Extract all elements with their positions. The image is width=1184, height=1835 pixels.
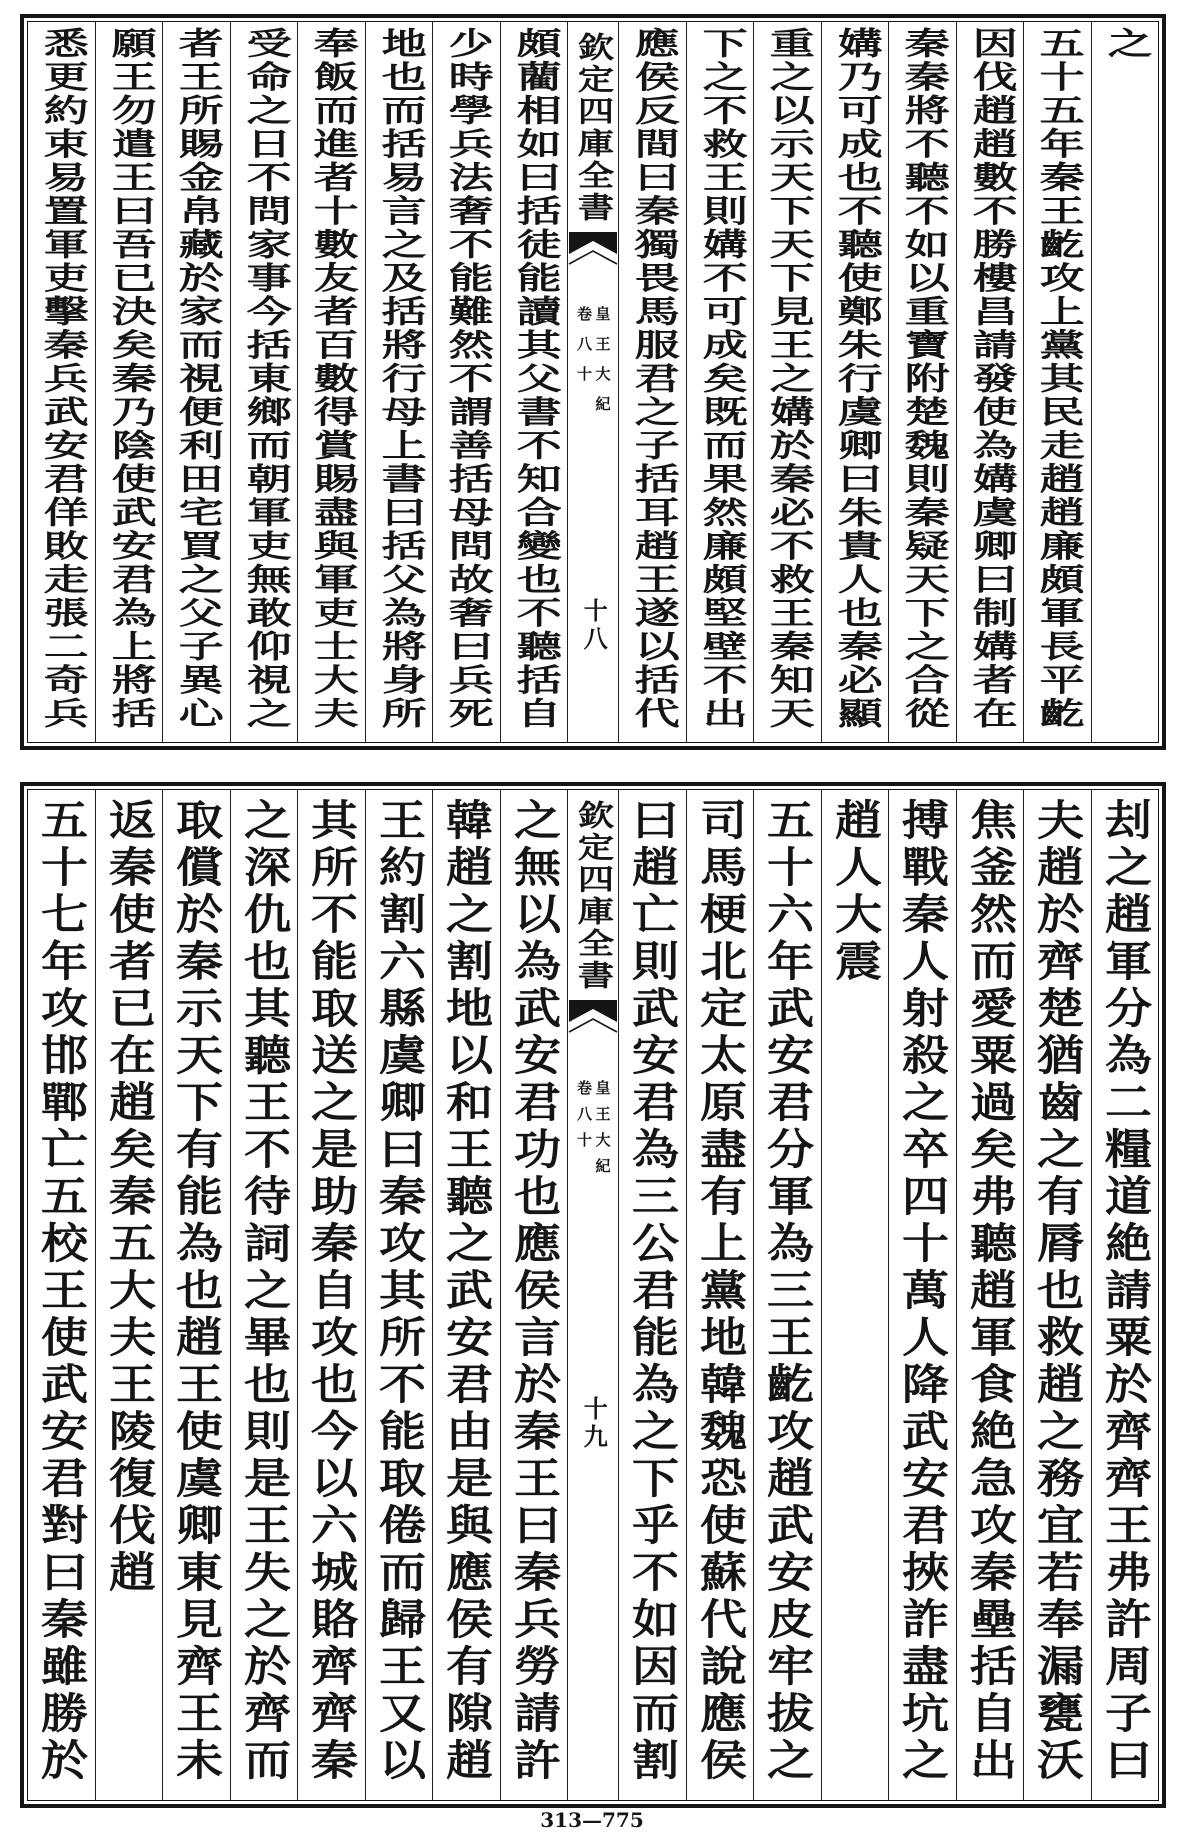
collection-title: 欽定四庫全書	[572, 32, 616, 224]
text-column	[888, 790, 956, 1800]
text-column	[500, 790, 568, 1800]
page-number: 313—775	[540, 1808, 644, 1832]
text-column	[1091, 22, 1159, 742]
column-text: 曰趙亡則武安君為三公君能為之下乎不如因而割	[625, 798, 681, 1785]
text-column	[821, 790, 889, 1800]
column-text: 受命之日不問家事今括東鄉而朝軍吏無敢仰視之	[237, 27, 290, 731]
column-text: 返秦使者已在趙矣秦五大夫王陵復伐趙	[101, 798, 157, 1597]
column-text: 應侯反間曰秦獨畏馬服君之子括耳趙王遂以括代	[626, 27, 679, 731]
center-column	[567, 790, 618, 1800]
column-text: 之深仇也其聽王不待詞之畢也則是王失之於齊而	[236, 798, 292, 1785]
volume-number: 卷八十	[575, 1080, 593, 1158]
text-column	[888, 22, 956, 742]
lower-text-frame	[27, 789, 1159, 1801]
column-text: 秦秦將不聽不如以重寶附楚魏則秦疑天下之合從	[896, 27, 949, 731]
fishtail-mark-icon	[568, 1000, 618, 1044]
text-column	[956, 22, 1024, 742]
book-info	[568, 306, 618, 426]
text-column	[821, 22, 889, 742]
column-text: 焦釜然而愛粟過矣弗聽趙軍食絶急攻秦壘括自出	[962, 798, 1018, 1785]
text-column	[686, 790, 754, 1800]
text-column	[95, 790, 163, 1800]
leaf-number: 十八	[579, 598, 609, 654]
collection-title: 欽定四庫全書	[572, 800, 616, 992]
text-column	[365, 790, 433, 1800]
text-column	[297, 22, 365, 742]
leaf-number: 十九	[579, 1396, 609, 1452]
column-text: 悉更約束易置軍吏擊秦兵武安君佯敗走張二奇兵	[35, 27, 88, 731]
column-text: 下之不救王則媾不可成矣既而果然廉頗堅壁不出	[693, 27, 746, 731]
column-text: 頗藺相如曰括徒能讀其父書不知合變也不聽括自	[507, 27, 560, 731]
text-column	[230, 790, 298, 1800]
text-column	[1023, 22, 1091, 742]
column-text: 取償於秦示天下有能為也趙王使虞卿東見齊王未	[169, 798, 225, 1785]
text-column	[618, 22, 686, 742]
column-text: 其所不能取送之是助秦自攻也今以六城賂齊齊秦	[304, 798, 360, 1785]
text-column	[432, 790, 500, 1800]
text-column	[162, 22, 230, 742]
column-text: 因伐趙趙數不勝樓昌請發使為媾虞卿曰制媾者在	[963, 27, 1016, 731]
text-column	[753, 22, 821, 742]
book-title: 皇王大紀	[593, 306, 612, 426]
book-title: 皇王大紀	[593, 1080, 612, 1184]
column-text: 夫趙於齊楚猶齒之有脣也救趙之務宜若奉漏甕沃	[1030, 798, 1086, 1785]
book-info	[568, 1080, 618, 1184]
text-column	[28, 790, 95, 1800]
column-text: 奉飯而進者十數友者百數得賞賜盡與軍吏士大夫	[305, 27, 358, 731]
column-text: 重之以示天下天下見王之媾於秦必不救王秦知天	[761, 27, 814, 731]
column-text: 地也而括易言之及括將行母上書曰括父為將身所	[372, 27, 425, 731]
text-column	[753, 790, 821, 1800]
column-text: 五十六年武安君分軍為三王齕攻趙武安皮牢拔之	[760, 798, 816, 1785]
column-text: 刦之趙軍分為二糧道絶請粟於齊齊王弗許周子曰	[1097, 798, 1153, 1785]
text-column	[1091, 790, 1159, 1800]
volume-number: 卷八十	[575, 306, 593, 396]
text-column	[162, 790, 230, 1800]
fishtail-mark-icon	[568, 232, 618, 276]
text-column	[618, 790, 686, 1800]
center-column	[567, 22, 618, 742]
upper-half-leaf	[20, 14, 1166, 750]
column-text: 五十七年攻邯鄲亡五校王使武安君對曰秦雖勝於	[34, 798, 90, 1785]
column-text: 五十五年秦王齕攻上黨其民走趙趙廉頗軍長平齕	[1031, 27, 1084, 731]
text-column	[230, 22, 298, 742]
text-column	[432, 22, 500, 742]
column-text: 司馬梗北定太原盡有上黨地韓魏恐使蘇代說應侯	[692, 798, 748, 1785]
text-column	[365, 22, 433, 742]
column-text: 韓趙之割地以和王聽之武安君由是與應侯有隙趙	[439, 798, 495, 1785]
column-text: 之	[1098, 27, 1151, 61]
text-column	[297, 790, 365, 1800]
text-column	[28, 22, 95, 742]
column-text: 趙人大震	[827, 798, 883, 986]
upper-text-frame	[27, 21, 1159, 743]
text-column	[956, 790, 1024, 1800]
text-column	[95, 22, 163, 742]
column-text: 王約割六縣虞卿曰秦攻其所不能取倦而歸王又以	[371, 798, 427, 1785]
column-text: 之無以為武安君功也應侯言於秦王曰秦兵勞請許	[506, 798, 562, 1785]
column-text: 願王勿遣王曰吾已決矣秦乃陰使武安君為上將括	[102, 27, 155, 731]
column-text: 少時學兵法奢不能難然不謂善括母問故奢曰兵死	[440, 27, 493, 731]
column-text: 媾乃可成也不聽使鄭朱行虞卿曰朱貴人也秦必顯	[828, 27, 881, 731]
text-column	[1023, 790, 1091, 1800]
text-column	[686, 22, 754, 742]
column-text: 者王所賜金帛藏於家而視便利田宅買之父子異心	[170, 27, 223, 731]
lower-half-leaf	[20, 782, 1166, 1808]
text-column	[500, 22, 568, 742]
column-text: 搏戰秦人射殺之卒四十萬人降武安君挾詐盡坑之	[895, 798, 951, 1785]
